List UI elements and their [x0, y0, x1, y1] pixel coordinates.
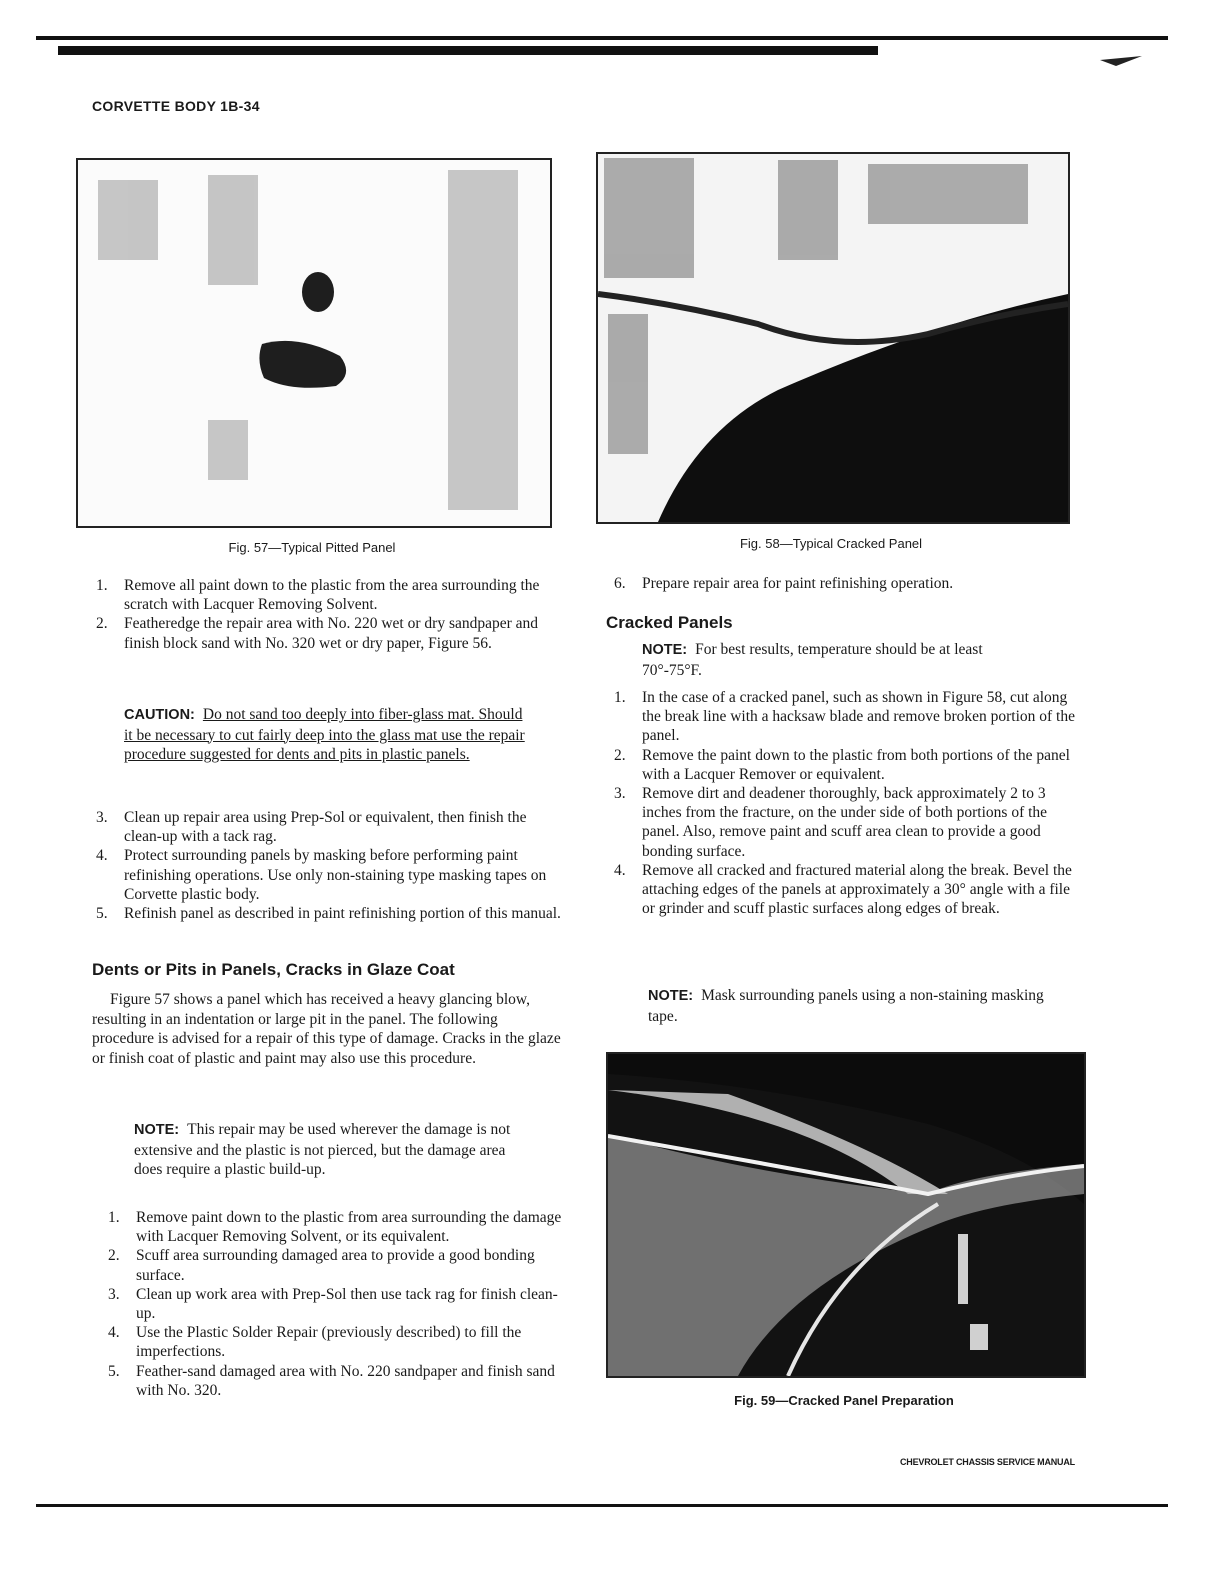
intro-paragraph: Figure 57 shows a panel which has received a heavy glancing blow, resulting in an indentation or large pit in the panel. The following procedure is advised for a repair of this type of damage. Cracks in the glaze or finish coat of plastic and paint may also use this procedure. [92, 991, 561, 1067]
list-item: 2. Remove the paint down to the plastic from both portions of the panel with a Lacquer Remover or equivalent. [614, 746, 1070, 783]
list-item: 6. Prepare repair area for paint refinishing operation. [614, 575, 954, 592]
list-item: 3. Clean up repair area using Prep-Sol or equivalent, then finish the clean-up with a tack rag. [96, 809, 527, 846]
list-item: 5. Feather-sand damaged area with No. 220 sandpaper and finish sand with No. 320. [108, 1362, 555, 1399]
note-block-left [134, 1120, 534, 1180]
figure-59-photo [606, 1052, 1086, 1378]
note-text: For best results, temperature should be at least 70°-75°F. [642, 641, 983, 679]
running-head: CORVETTE BODY 1B-34 [92, 98, 260, 114]
caution-block [124, 705, 528, 765]
figure-58-photo [596, 152, 1070, 524]
top-rule [36, 36, 1168, 40]
figure-58-caption: Fig. 58—Typical Cracked Panel [739, 536, 923, 551]
list-item: 3. Remove dirt and deadener thoroughly, back approximately 2 to 3 inches from the fracture, on the under side of both portions of the panel. Also, remove paint and scuff area clean to provide a good bonding surface. [614, 785, 1048, 860]
top-rule-thick [58, 46, 878, 55]
footer-publication: CHEVROLET CHASSIS SERVICE MANUAL [900, 1457, 1075, 1467]
note-label: NOTE: [648, 988, 694, 1004]
list-item: 2. Featheredge the repair area with No. 220 wet or dry sandpaper and finish block sand with No. 320 wet or dry paper, Figure 56. [96, 615, 539, 652]
list-item: 4. Remove all cracked and fractured material along the break. Bevel the attaching edges of the panels at approximately a 30° angle with a file or grinder and scuff plastic surfaces along edges of break. [614, 861, 1072, 918]
note-text: This repair may be used wherever the damage is not extensive and the plastic is not pierced, but the damage area does require a plastic build-up. [134, 1121, 511, 1178]
list-item: 4. Protect surrounding panels by masking before performing paint refinishing operations. Use only non-staining type masking tapes on Corvette plastic body. [96, 847, 547, 903]
section-heading-cracked: Cracked Panels [606, 613, 733, 632]
caution-label: CAUTION: [124, 707, 195, 723]
figure-57-photo [76, 158, 552, 528]
list-item: 1. Remove all paint down to the plastic from the area surrounding the scratch with Lacquer Removing Solvent. [96, 577, 540, 614]
caution-text: Do not sand too deeply into fiber-glass mat. Should it be necessary to cut fairly deep into the glass mat use the repair procedure suggested for dents and pits in plastic panels. [124, 706, 525, 763]
figure-59-caption: Fig. 59—Cracked Panel Preparation [734, 1393, 954, 1408]
note-text: Mask surrounding panels using a non-staining masking tape. [648, 987, 1044, 1025]
list-item: 3. Clean up work area with Prep-Sol then use tack rag for finish clean-up. [108, 1285, 558, 1323]
list-item: 2. Scuff area surrounding damaged area to provide a good bonding surface. [108, 1247, 535, 1284]
corner-arrow-mark [1098, 52, 1146, 92]
list-item: 1. Remove paint down to the plastic from area surrounding the damage with Lacquer Removing Solvent, or its equivalent. [108, 1209, 562, 1246]
right-step-6 [614, 574, 1084, 593]
left-steps-b [96, 808, 562, 923]
right-steps [614, 688, 1084, 918]
note-label: NOTE: [134, 1122, 180, 1138]
figure-57-caption: Fig. 57—Typical Pitted Panel [228, 540, 396, 555]
note-label: NOTE: [642, 642, 688, 658]
list-item: 5. Refinish panel as described in paint refinishing portion of this manual. [96, 905, 561, 923]
note-block-temperature [642, 640, 1042, 680]
section-heading-dents: Dents or Pits in Panels, Cracks in Glaze Coat [92, 960, 455, 979]
left-steps-c [108, 1208, 572, 1400]
note-block-masking [648, 986, 1058, 1026]
left-steps-a [96, 576, 562, 653]
bottom-rule [36, 1504, 1168, 1507]
list-item: 4. Use the Plastic Solder Repair (previously described) to fill the imperfections. [108, 1324, 522, 1361]
list-item: 1. In the case of a cracked panel, such as shown in Figure 58, cut along the break line with a hacksaw blade and remove broken portion of the panel. [614, 689, 1075, 745]
